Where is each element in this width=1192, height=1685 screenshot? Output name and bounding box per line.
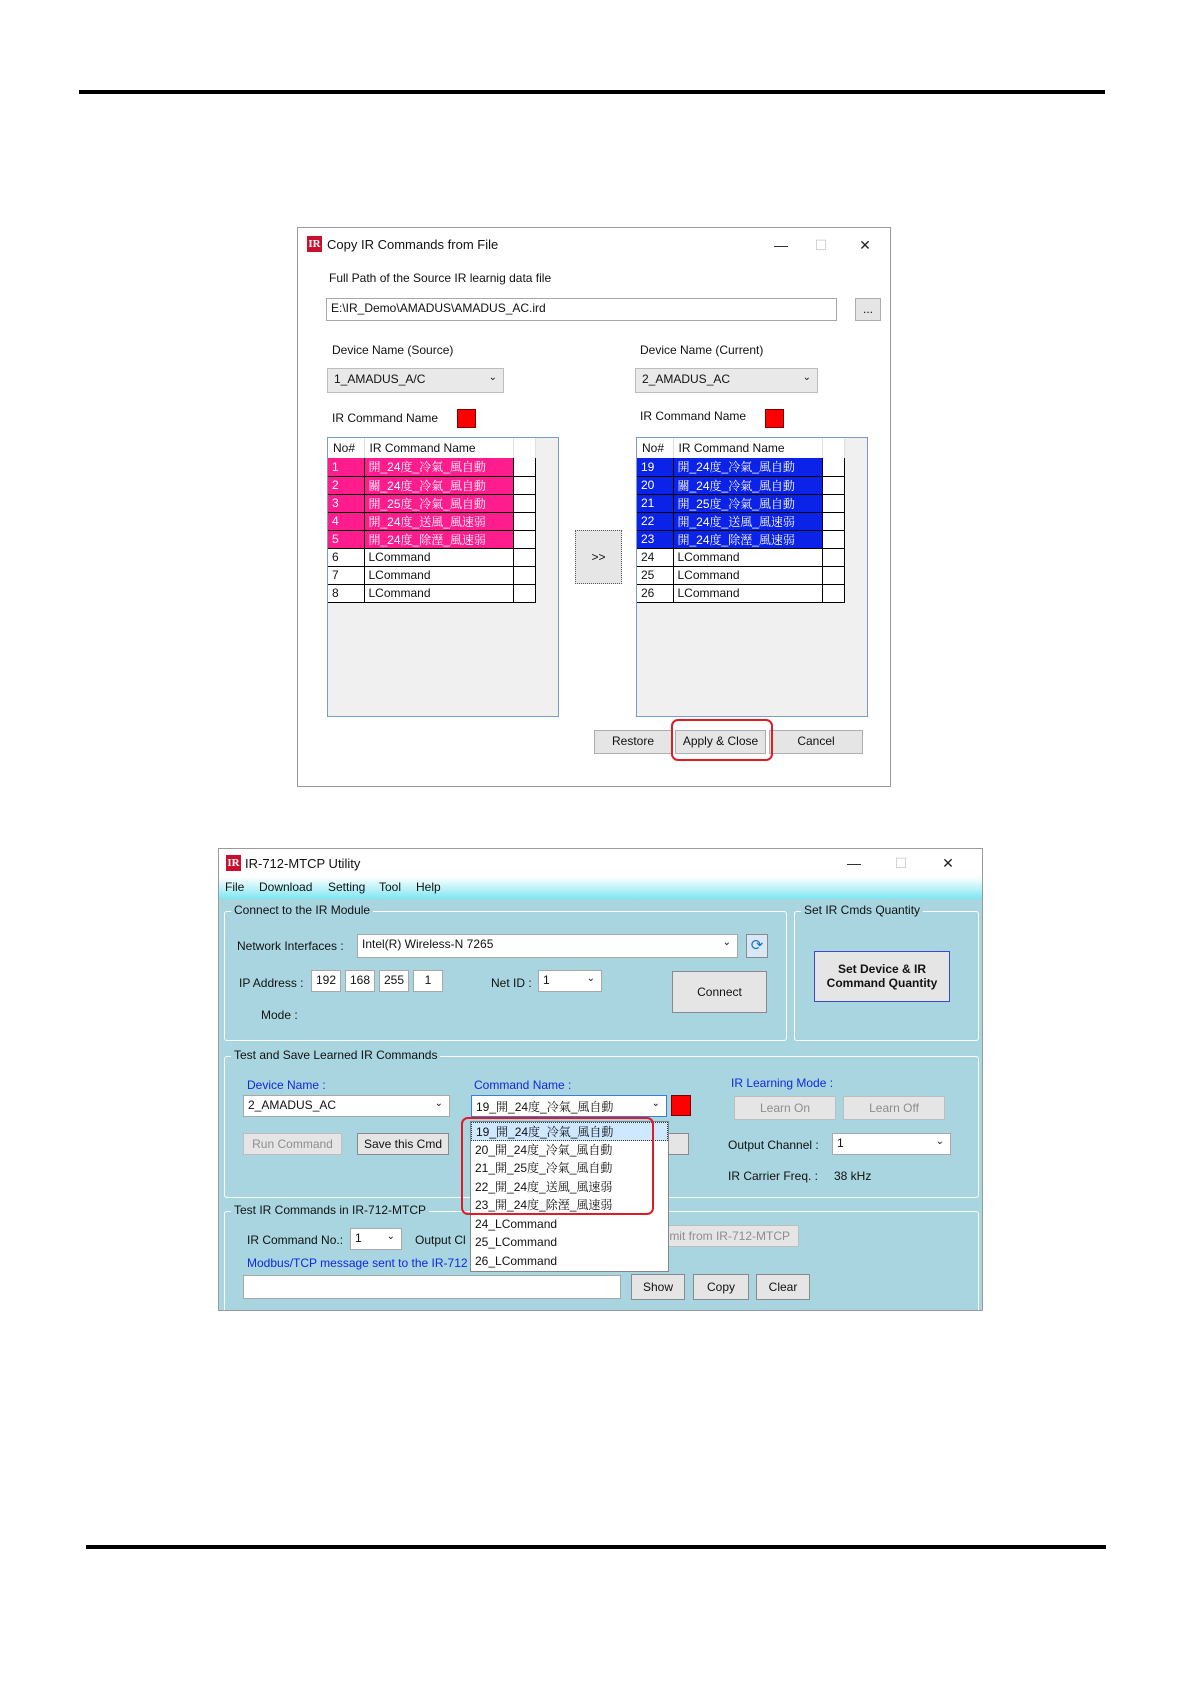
- col-no-header: No#: [637, 438, 673, 458]
- ir-logo-icon: IR: [308, 238, 321, 250]
- utility-title: IR-712-MTCP Utility: [245, 856, 361, 871]
- source-color-swatch[interactable]: [457, 409, 476, 428]
- row-number: 21: [637, 494, 673, 512]
- test-save-group-title: Test and Save Learned IR Commands: [231, 1048, 440, 1062]
- dropdown-highlight: [461, 1117, 654, 1215]
- net-if-label: Network Interfaces :: [237, 939, 344, 953]
- path-input[interactable]: E:\IR_Demo\AMADUS\AMADUS_AC.ird: [326, 298, 837, 321]
- row-command-name: LCommand: [673, 548, 823, 566]
- cancel-button[interactable]: Cancel: [769, 730, 863, 754]
- carrier-value: 38 kHz: [834, 1169, 872, 1183]
- source-cmd-label: IR Command Name: [332, 411, 439, 425]
- row-command-name: LCommand: [673, 566, 823, 584]
- qty-group-title: Set IR Cmds Quantity: [801, 903, 923, 917]
- chevron-down-icon: ⌄: [802, 372, 811, 383]
- dropdown-option[interactable]: 20_開_24度_冷氣_風自動: [475, 1142, 613, 1157]
- col-no-header: No#: [328, 438, 364, 458]
- menu-setting[interactable]: Setting: [328, 880, 366, 894]
- row-number: 19: [637, 458, 673, 476]
- row-command-name: 開_24度_送風_風速弱: [673, 512, 823, 530]
- row-command-name: 開_25度_冷氣_風自動: [673, 494, 823, 512]
- dropdown-option[interactable]: 21_開_25度_冷氣_風自動: [475, 1161, 613, 1175]
- command-name-select[interactable]: 19_開_24度_冷氣_風自動 ⌄: [471, 1095, 667, 1117]
- current-color-swatch[interactable]: [765, 409, 784, 428]
- table-row[interactable]: [637, 458, 845, 476]
- dropdown-option[interactable]: 26_LCommand: [475, 1253, 558, 1268]
- ip-octet-3[interactable]: 255: [379, 970, 409, 992]
- command-name-label: Command Name :: [474, 1078, 572, 1092]
- row-number: 25: [637, 566, 673, 584]
- copy-ir-dialog: [297, 227, 891, 787]
- row-command-name: 開_24度_冷氣_風自動: [364, 458, 514, 476]
- table-row[interactable]: [328, 584, 536, 602]
- table-row[interactable]: [637, 494, 845, 512]
- browse-button[interactable]: ...: [855, 298, 881, 321]
- table-row[interactable]: [328, 494, 536, 512]
- clear-button[interactable]: Clear: [756, 1274, 810, 1300]
- menu-download[interactable]: Download: [259, 880, 313, 894]
- row-command-name: 開_24度_送風_風速弱: [364, 512, 514, 530]
- top-rule: [79, 90, 1105, 94]
- learn-on-button[interactable]: Learn On: [734, 1096, 836, 1120]
- chevron-down-icon: ⌄: [722, 937, 731, 948]
- menu-help[interactable]: Help: [416, 880, 441, 894]
- dialog-title: Copy IR Commands from File: [327, 237, 499, 252]
- modbus-message-input[interactable]: [243, 1275, 621, 1299]
- output-channel-label: Output Channel :: [728, 1138, 819, 1152]
- current-device-label: Device Name (Current): [640, 343, 764, 357]
- apply-close-highlight: [671, 719, 773, 761]
- chevron-down-icon: ⌄: [488, 372, 497, 383]
- ir-cmd-no-label: IR Command No.:: [247, 1233, 344, 1247]
- save-cmd-button[interactable]: Save this Cmd: [357, 1133, 449, 1155]
- refresh-icon: ⟳: [750, 937, 764, 954]
- table-row[interactable]: [637, 584, 845, 602]
- run-command-button[interactable]: Run Command: [243, 1133, 342, 1155]
- row-command-name: 關_24度_冷氣_風自動: [364, 476, 514, 494]
- dropdown-option[interactable]: 23_開_24度_除溼_風速弱: [475, 1198, 613, 1212]
- path-label: Full Path of the Source IR learnig data file: [329, 271, 552, 285]
- chevron-down-icon: ⌄: [935, 1136, 944, 1147]
- set-quantity-button[interactable]: Set Device & IR Command Quantity: [814, 951, 950, 1002]
- minimize-icon[interactable]: —: [774, 237, 788, 253]
- learn-off-button[interactable]: Learn Off: [843, 1096, 945, 1120]
- row-command-name: 開_24度_除溼_風速弱: [673, 530, 823, 548]
- netid-label: Net ID :: [491, 976, 532, 990]
- bottom-rule: [86, 1545, 1106, 1549]
- minimize-icon[interactable]: —: [847, 855, 861, 871]
- transfer-button[interactable]: >>: [575, 530, 622, 584]
- output-channel-select[interactable]: 1 ⌄: [832, 1133, 951, 1155]
- restore-button[interactable]: Restore: [594, 730, 672, 754]
- menu-tool[interactable]: Tool: [379, 880, 402, 894]
- row-number: 1: [328, 458, 364, 476]
- table-row[interactable]: [328, 548, 536, 566]
- row-command-name: LCommand: [364, 584, 514, 602]
- row-number: 5: [328, 530, 364, 548]
- dropdown-option[interactable]: 19_開_24度_冷氣_風自動: [471, 1122, 668, 1141]
- current-cmd-label: IR Command Name: [640, 409, 747, 423]
- apply-close-button[interactable]: Apply & Close: [675, 730, 766, 754]
- netid-select[interactable]: 1 ⌄: [538, 970, 602, 992]
- device-name-select[interactable]: 2_AMADUS_AC ⌄: [243, 1095, 450, 1117]
- device-name-label: Device Name :: [247, 1078, 326, 1092]
- connect-button[interactable]: Connect: [672, 971, 767, 1013]
- current-command-grid[interactable]: [636, 437, 868, 717]
- row-number: 4: [328, 512, 364, 530]
- ip-octet-4[interactable]: 1: [413, 970, 443, 992]
- table-row[interactable]: [328, 476, 536, 494]
- ip-octet-1[interactable]: 192: [311, 970, 341, 992]
- test-group-title: Test IR Commands in IR-712-MTCP: [231, 1203, 429, 1217]
- learning-mode-label: IR Learning Mode :: [731, 1076, 834, 1090]
- row-command-name: LCommand: [673, 584, 823, 602]
- maximize-icon[interactable]: ☐: [814, 237, 828, 253]
- row-number: 24: [637, 548, 673, 566]
- row-number: 26: [637, 584, 673, 602]
- row-number: 20: [637, 476, 673, 494]
- ir-cmd-no-select[interactable]: 1 ⌄: [350, 1228, 402, 1250]
- dropdown-option[interactable]: 25_LCommand: [475, 1235, 558, 1249]
- close-icon[interactable]: ✕: [942, 855, 954, 871]
- row-command-name: LCommand: [364, 548, 514, 566]
- table-row[interactable]: [328, 566, 536, 584]
- chevron-down-icon: ⌄: [651, 1098, 660, 1109]
- network-interface-select[interactable]: Intel(R) Wireless-N 7265 ⌄: [357, 934, 738, 958]
- current-device-select[interactable]: 2_AMADUS_AC ⌄: [635, 368, 818, 393]
- table-row[interactable]: [328, 512, 536, 530]
- row-command-name: 開_24度_冷氣_風自動: [673, 458, 823, 476]
- source-device-select[interactable]: 1_AMADUS_A/C ⌄: [327, 368, 504, 393]
- chevron-down-icon: ⌄: [386, 1231, 395, 1242]
- table-row[interactable]: [637, 476, 845, 494]
- chevron-down-icon: ⌄: [586, 973, 595, 984]
- refresh-button[interactable]: [746, 934, 768, 958]
- dropdown-option[interactable]: 22_開_24度_送風_風速弱: [475, 1179, 613, 1194]
- output-channel-partial-label: Output Cl: [415, 1233, 466, 1247]
- table-row[interactable]: [637, 512, 845, 530]
- maximize-icon[interactable]: ☐: [894, 855, 908, 871]
- ip-label: IP Address :: [239, 976, 304, 990]
- table-row[interactable]: [637, 566, 845, 584]
- menu-bar: [219, 877, 982, 899]
- ip-octet-2[interactable]: 168: [345, 970, 375, 992]
- row-number: 2: [328, 476, 364, 494]
- ir-logo-icon: IR: [227, 857, 240, 869]
- command-color-swatch[interactable]: [671, 1095, 691, 1116]
- mode-label: Mode :: [261, 1008, 298, 1022]
- source-device-label: Device Name (Source): [332, 343, 454, 357]
- connect-group-title: Connect to the IR Module: [231, 903, 373, 917]
- row-command-name: 關_24度_冷氣_風自動: [673, 476, 823, 494]
- table-row[interactable]: [637, 530, 845, 548]
- row-command-name: LCommand: [364, 566, 514, 584]
- copy-button[interactable]: Copy: [693, 1274, 749, 1300]
- row-command-name: 開_24度_除溼_風速弱: [364, 530, 514, 548]
- table-row[interactable]: [328, 458, 536, 476]
- close-icon[interactable]: ✕: [859, 237, 871, 253]
- emit-button[interactable]: mit from IR-712-MTCP: [649, 1225, 799, 1247]
- col-name-header: IR Command Name: [673, 438, 823, 458]
- row-number: 8: [328, 584, 364, 602]
- row-number: 23: [637, 530, 673, 548]
- show-button[interactable]: Show: [631, 1274, 685, 1300]
- row-command-name: 開_25度_冷氣_風自動: [364, 494, 514, 512]
- row-number: 6: [328, 548, 364, 566]
- row-number: 22: [637, 512, 673, 530]
- table-row[interactable]: [637, 548, 845, 566]
- carrier-label: IR Carrier Freq. :: [728, 1169, 819, 1183]
- chevron-down-icon: ⌄: [434, 1098, 443, 1109]
- col-name-header: IR Command Name: [364, 438, 514, 458]
- source-command-grid[interactable]: [327, 437, 559, 717]
- modbus-label: Modbus/TCP message sent to the IR-712: [247, 1256, 468, 1270]
- menu-file[interactable]: File: [225, 880, 245, 894]
- table-row[interactable]: [328, 530, 536, 548]
- row-number: 7: [328, 566, 364, 584]
- dropdown-option[interactable]: 24_LCommand: [475, 1216, 558, 1231]
- row-number: 3: [328, 494, 364, 512]
